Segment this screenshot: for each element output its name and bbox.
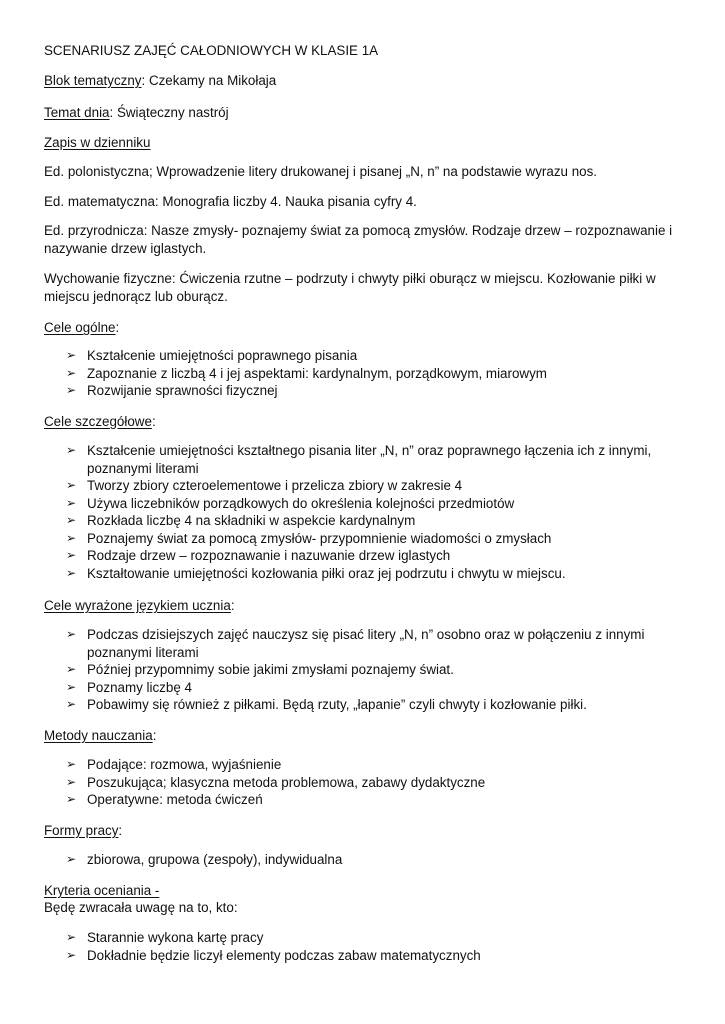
blok-label: Blok tematyczny (44, 73, 142, 88)
arrow-bullet-icon: ➢ (66, 947, 77, 962)
arrow-bullet-icon: ➢ (66, 627, 77, 641)
cele-ogolne-label: Cele ogólne (44, 320, 116, 335)
list-item-text: Poszukująca; klasyczna metoda problemowa, zabawy dydaktyczne (87, 774, 486, 790)
list-item (66, 547, 666, 565)
list-item (66, 565, 666, 583)
list-item-text: Poznajemy świat za pomocą zmysłów- przypomnienie wiadomości o zmysłach (87, 530, 552, 546)
arrow-bullet-icon: ➢ (66, 774, 77, 789)
arrow-bullet-icon: ➢ (66, 365, 77, 380)
arrow-bullet-icon: ➢ (66, 530, 77, 545)
list-item-text: Używa liczebników porządkowych do określenia kolejności przedmiotów (87, 495, 515, 511)
list-item (66, 929, 666, 947)
list-item (66, 626, 666, 661)
metody-label: Metody nauczania (44, 728, 153, 743)
list-item (66, 442, 666, 477)
list-item (66, 947, 666, 965)
cele-ucznia-heading (44, 597, 235, 614)
kryteria-intro: Będę zwracała uwagę na to, kto: (44, 900, 238, 915)
cele-szczegolowe-heading (44, 413, 156, 430)
heading-suffix: : (152, 728, 157, 743)
list-item (66, 791, 666, 809)
cele-ucznia-list (66, 626, 666, 714)
kryteria-label: Kryteria oceniania - (44, 883, 160, 898)
list-item (66, 756, 666, 774)
cele-szczegolowe-list (66, 442, 666, 582)
list-item-text: Operatywne: metoda ćwiczeń (87, 792, 263, 807)
list-item-text: zbiorowa, grupowa (zespoły), indywidualna (87, 852, 343, 867)
cele-ogolne-heading (44, 319, 119, 336)
arrow-bullet-icon: ➢ (66, 662, 77, 676)
zapis-heading (44, 134, 150, 151)
list-item (66, 774, 666, 792)
heading-suffix: : (118, 823, 123, 838)
list-item (66, 382, 666, 400)
list-item-text: Zapoznanie z liczbą 4 i jej aspektami: kardynalnym, porządkowym, miarowym (87, 365, 547, 381)
list-item-text: Pobawimy się również z piłkami. Będą rzuty, „łapanie” czyli chwyty i kozłowanie piłki. (87, 697, 587, 712)
arrow-bullet-icon: ➢ (66, 852, 77, 866)
list-item (66, 679, 666, 697)
list-item (66, 851, 666, 869)
list-item (66, 477, 666, 495)
document-title: SCENARIUSZ ZAJĘĆ CAŁODNIOWYCH W KLASIE 1A (44, 43, 379, 58)
heading-suffix: : (230, 598, 235, 613)
list-item (66, 495, 666, 513)
arrow-bullet-icon: ➢ (66, 443, 77, 457)
list-item (66, 661, 666, 679)
metody-heading (44, 727, 156, 744)
cele-ucznia-label: Cele wyrażone językiem ucznia (44, 598, 231, 613)
list-item (66, 365, 666, 383)
temat-label: Temat dnia (44, 105, 110, 120)
list-item-text: Podczas dzisiejszych zajęć nauczysz się pisać litery „N, n” osobno oraz w połączeniu z innymi poznanymi literami (87, 627, 645, 660)
list-item (66, 512, 666, 530)
formy-heading (44, 822, 122, 839)
arrow-bullet-icon: ➢ (66, 495, 77, 510)
list-item-text: Podające: rozmowa, wyjaśnienie (87, 757, 282, 772)
arrow-bullet-icon: ➢ (66, 478, 77, 492)
temat-value: : Świąteczny nastrój (109, 105, 229, 120)
cele-ogolne-list (66, 347, 666, 400)
list-item-text: Rodzaje drzew – rozpoznawanie i nazuwanie drzew iglastych (87, 548, 451, 563)
formy-label: Formy pracy (44, 823, 119, 838)
cele-szczegolowe-label: Cele szczegółowe (44, 414, 152, 429)
arrow-bullet-icon: ➢ (66, 348, 77, 362)
list-item-text: Rozwijanie sprawności fizycznej (87, 383, 278, 398)
arrow-bullet-icon: ➢ (66, 930, 77, 944)
list-item-text: Kształcenie umiejętności poprawnego pisania (87, 348, 358, 363)
list-item-text: Kształtowanie umiejętności kozłowania piłki oraz jej podrzutu i chwytu w miejscu. (87, 565, 566, 581)
wychowanie-fizyczne: Wychowanie fizyczne: Ćwiczenia rzutne – podrzuty i chwyty piłki oburącz w miejscu. Kozłowanie piłki w miejscu jednorącz lub oburącz. (44, 271, 656, 304)
ed-matematyczna: Ed. matematyczna: Monografia liczby 4. Nauka pisania cyfry 4. (44, 194, 417, 209)
arrow-bullet-icon: ➢ (66, 513, 77, 527)
list-item (66, 696, 666, 714)
arrow-bullet-icon: ➢ (66, 757, 77, 771)
ed-polonistyczna: Ed. polonistyczna; Wprowadzenie litery drukowanej i pisanej „N, n” na podstawie wyrazu nos. (44, 164, 598, 179)
list-item-text: Rozkłada liczbę 4 na składniki w aspekcie kardynalnym (87, 513, 416, 528)
arrow-bullet-icon: ➢ (66, 679, 77, 694)
list-item-text: Poznamy liczbę 4 (87, 679, 192, 695)
temat-dnia (44, 104, 229, 121)
arrow-bullet-icon: ➢ (66, 548, 77, 562)
blok-tematyczny (44, 72, 276, 89)
arrow-bullet-icon: ➢ (66, 565, 77, 580)
list-item-text: Tworzy zbiory czteroelementowe i przelicza zbiory w zakresie 4 (87, 478, 463, 493)
list-item-text: Starannie wykona kartę pracy (87, 930, 264, 945)
blok-value: : Czekamy na Mikołaja (141, 73, 277, 88)
kryteria-list (66, 929, 666, 964)
arrow-bullet-icon: ➢ (66, 697, 77, 711)
list-item-text: Kształcenie umiejętności kształtnego pisania liter „N, n” oraz poprawnego łączenia ich z innymi, poznanymi literami (87, 443, 652, 476)
formy-list (66, 851, 666, 869)
list-item-text: Dokładnie będzie liczył elementy podczas zabaw matematycznych (87, 947, 481, 963)
list-item-text: Później przypomnimy sobie jakimi zmysłami poznajemy świat. (87, 662, 454, 677)
list-item (66, 530, 666, 548)
kryteria-heading (44, 882, 159, 899)
metody-list (66, 756, 666, 809)
heading-suffix: : (151, 414, 156, 429)
zapis-label: Zapis w dzienniku (44, 135, 151, 150)
ed-przyrodnicza: Ed. przyrodnicza: Nasze zmysły- poznajemy świat za pomocą zmysłów. Rodzaje drzew – rozpoznawanie i nazywanie drzew iglastych. (44, 223, 673, 256)
arrow-bullet-icon: ➢ (66, 383, 77, 397)
arrow-bullet-icon: ➢ (66, 792, 77, 806)
list-item (66, 347, 666, 365)
heading-suffix: : (115, 320, 120, 335)
